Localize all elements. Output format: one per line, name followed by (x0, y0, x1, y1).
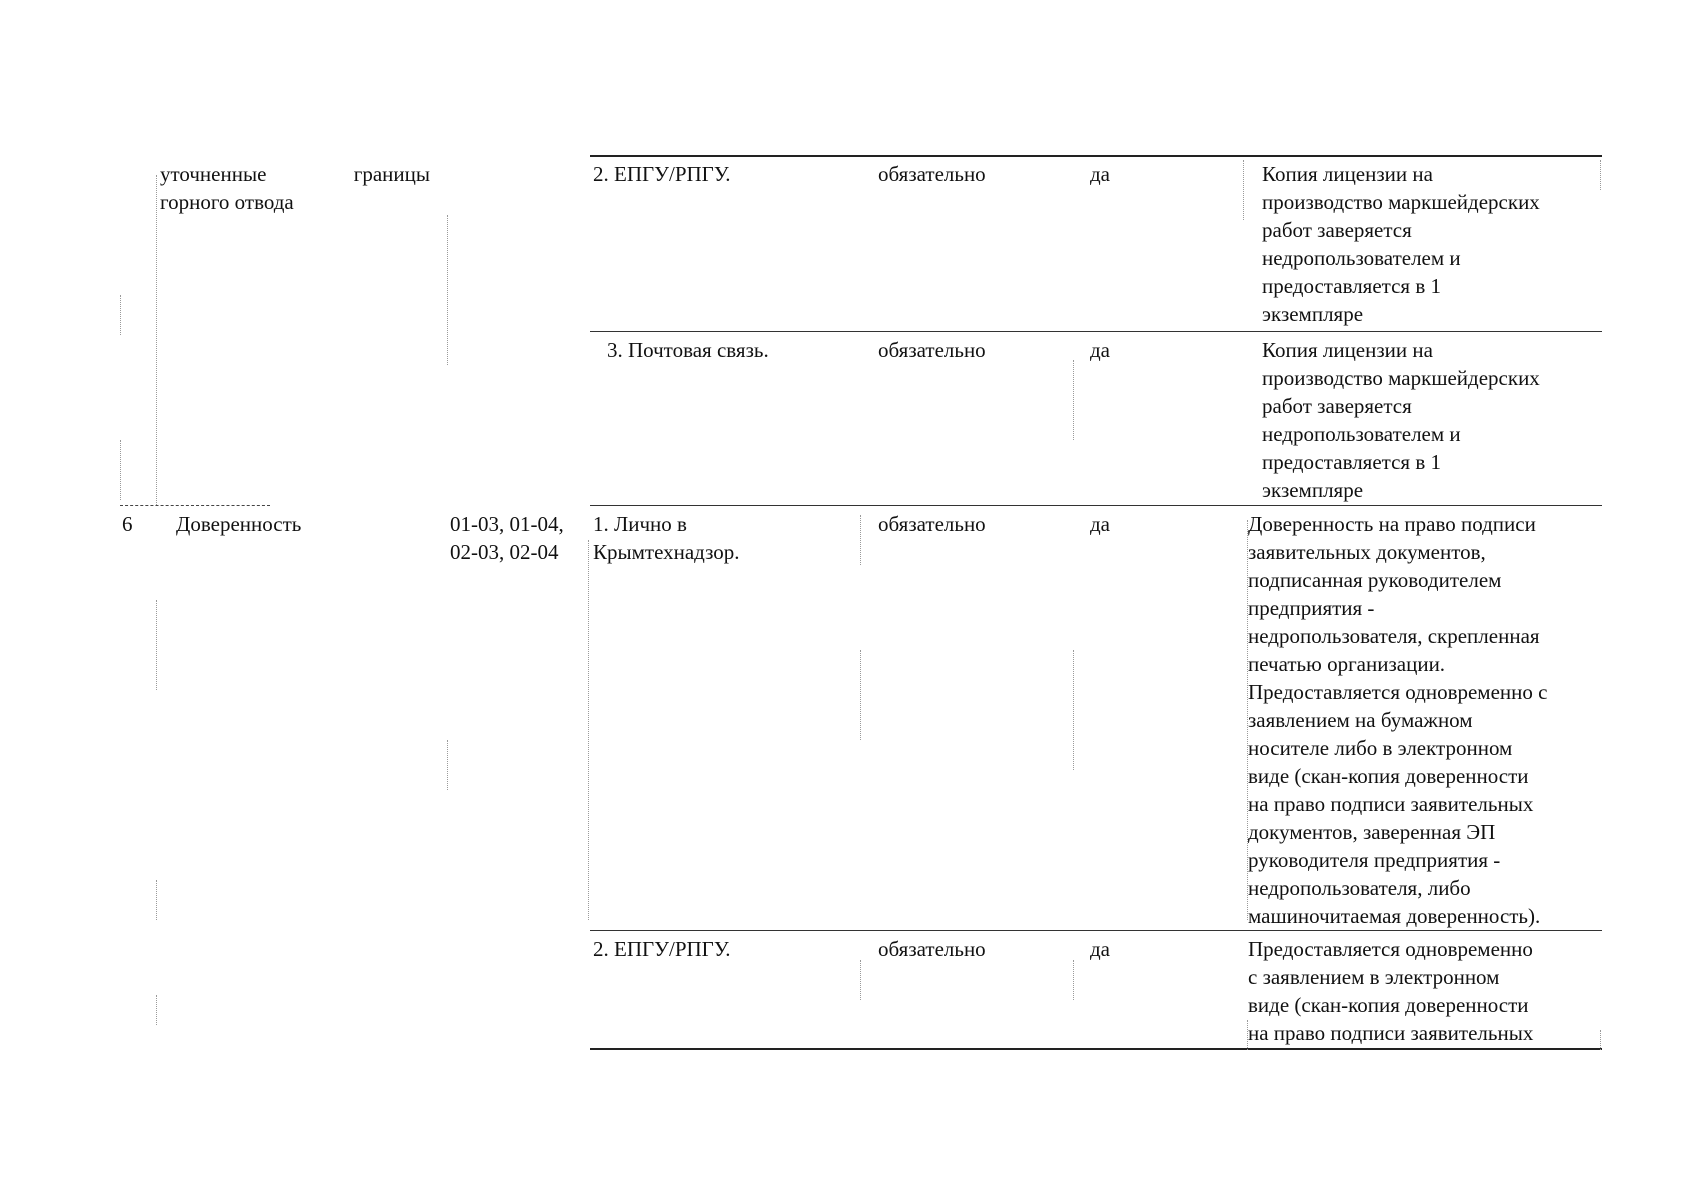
table-rule-bottom (590, 1048, 1602, 1050)
note-line: печатью организации. (1248, 652, 1446, 676)
note-line: предоставляется в 1 (1262, 450, 1441, 474)
table-rule-row6-left (120, 505, 270, 506)
note-line: недропользователя, скрепленная (1248, 624, 1540, 648)
prev-post-method: 3. Почтовая связь. (607, 338, 769, 362)
row6-epgu-method: 2. ЕПГУ/РПГУ. (593, 937, 731, 961)
column-trace (1073, 360, 1074, 440)
note-line: недропользователем и (1262, 246, 1461, 270)
prev-post-requirement: обязательно (878, 338, 986, 362)
table-rule-sub1 (590, 331, 1602, 332)
prev-document-word: уточненные (160, 162, 267, 186)
table-rule-sub2 (590, 930, 1602, 931)
table-rule-row6 (590, 505, 1602, 506)
note-line: документов, заверенная ЭП (1248, 820, 1496, 844)
codes-line: 02-03, 02-04 (450, 540, 559, 564)
column-trace (860, 960, 861, 1000)
note-line: подписанная руководителем (1248, 568, 1502, 592)
column-trace (120, 440, 121, 500)
prev-epgu-method: 2. ЕПГУ/РПГУ. (593, 162, 731, 186)
column-trace (156, 600, 157, 690)
prev-epgu-note (1262, 160, 1540, 328)
codes-line: 01-03, 01-04, (450, 512, 564, 536)
column-trace (156, 175, 157, 505)
column-trace (1600, 160, 1601, 190)
prev-post-note (1262, 336, 1540, 504)
prev-document-name-line2: горного отвода (160, 190, 294, 214)
note-line: производство маркшейдерских (1262, 366, 1540, 390)
note-line: экземпляре (1262, 302, 1364, 326)
note-line: работ заверяется (1262, 218, 1412, 242)
note-line: Доверенность на право подписи (1248, 512, 1536, 536)
note-line: заявительных документов, (1248, 540, 1486, 564)
note-line: виде (скан-копия доверенности (1248, 764, 1529, 788)
column-trace (156, 880, 157, 920)
note-line: руководителя предприятия - (1248, 848, 1501, 872)
prev-post-original: да (1090, 338, 1111, 362)
table-rule-top (590, 155, 1602, 157)
note-line: производство маркшейдерских (1262, 190, 1540, 214)
row6-number: 6 (122, 512, 133, 536)
note-line: на право подписи заявительных (1248, 1021, 1534, 1045)
note-line: экземпляре (1262, 478, 1364, 502)
note-line: Копия лицензии на (1262, 338, 1433, 362)
row6-epgu-note (1248, 935, 1533, 1047)
note-line: виде (скан-копия доверенности (1248, 993, 1529, 1017)
row6-epgu-requirement: обязательно (878, 937, 986, 961)
row6-personal-note (1248, 510, 1547, 930)
column-trace (120, 295, 121, 335)
column-trace (588, 540, 589, 920)
note-line: с заявлением в электронном (1248, 965, 1500, 989)
method-line: 1. Лично в (593, 512, 687, 536)
column-trace (860, 515, 861, 565)
column-trace (156, 995, 157, 1025)
note-line: недропользователем и (1262, 422, 1461, 446)
prev-epgu-requirement: обязательно (878, 162, 986, 186)
note-line: машиночитаемая доверенность). (1248, 904, 1541, 928)
note-line: предоставляется в 1 (1262, 274, 1441, 298)
prev-epgu-original: да (1090, 162, 1111, 186)
column-trace (1243, 160, 1244, 220)
note-line: работ заверяется (1262, 394, 1412, 418)
method-line: Крымтехнадзор. (593, 540, 740, 564)
row6-document-name: Доверенность (176, 512, 302, 536)
note-line: Копия лицензии на (1262, 162, 1433, 186)
row6-epgu-original: да (1090, 937, 1111, 961)
column-trace (860, 650, 861, 740)
note-line: Предоставляется одновременно (1248, 937, 1533, 961)
note-line: на право подписи заявительных (1248, 792, 1534, 816)
column-trace (1600, 1030, 1601, 1050)
column-trace (447, 740, 448, 790)
row6-service-codes (450, 510, 564, 566)
note-line: предприятия - (1248, 596, 1375, 620)
prev-document-name-line1 (160, 160, 430, 188)
column-trace (1073, 650, 1074, 770)
row6-personal-requirement: обязательно (878, 512, 986, 536)
row6-personal-method (593, 510, 740, 566)
prev-document-word: границы (353, 162, 430, 186)
note-line: заявлением на бумажном (1248, 708, 1473, 732)
note-line: носителе либо в электронном (1248, 736, 1513, 760)
column-trace (1073, 960, 1074, 1000)
note-line: Предоставляется одновременно с (1248, 680, 1548, 704)
note-line: недропользователя, либо (1248, 876, 1471, 900)
column-trace (447, 215, 448, 365)
row6-personal-original: да (1090, 512, 1111, 536)
